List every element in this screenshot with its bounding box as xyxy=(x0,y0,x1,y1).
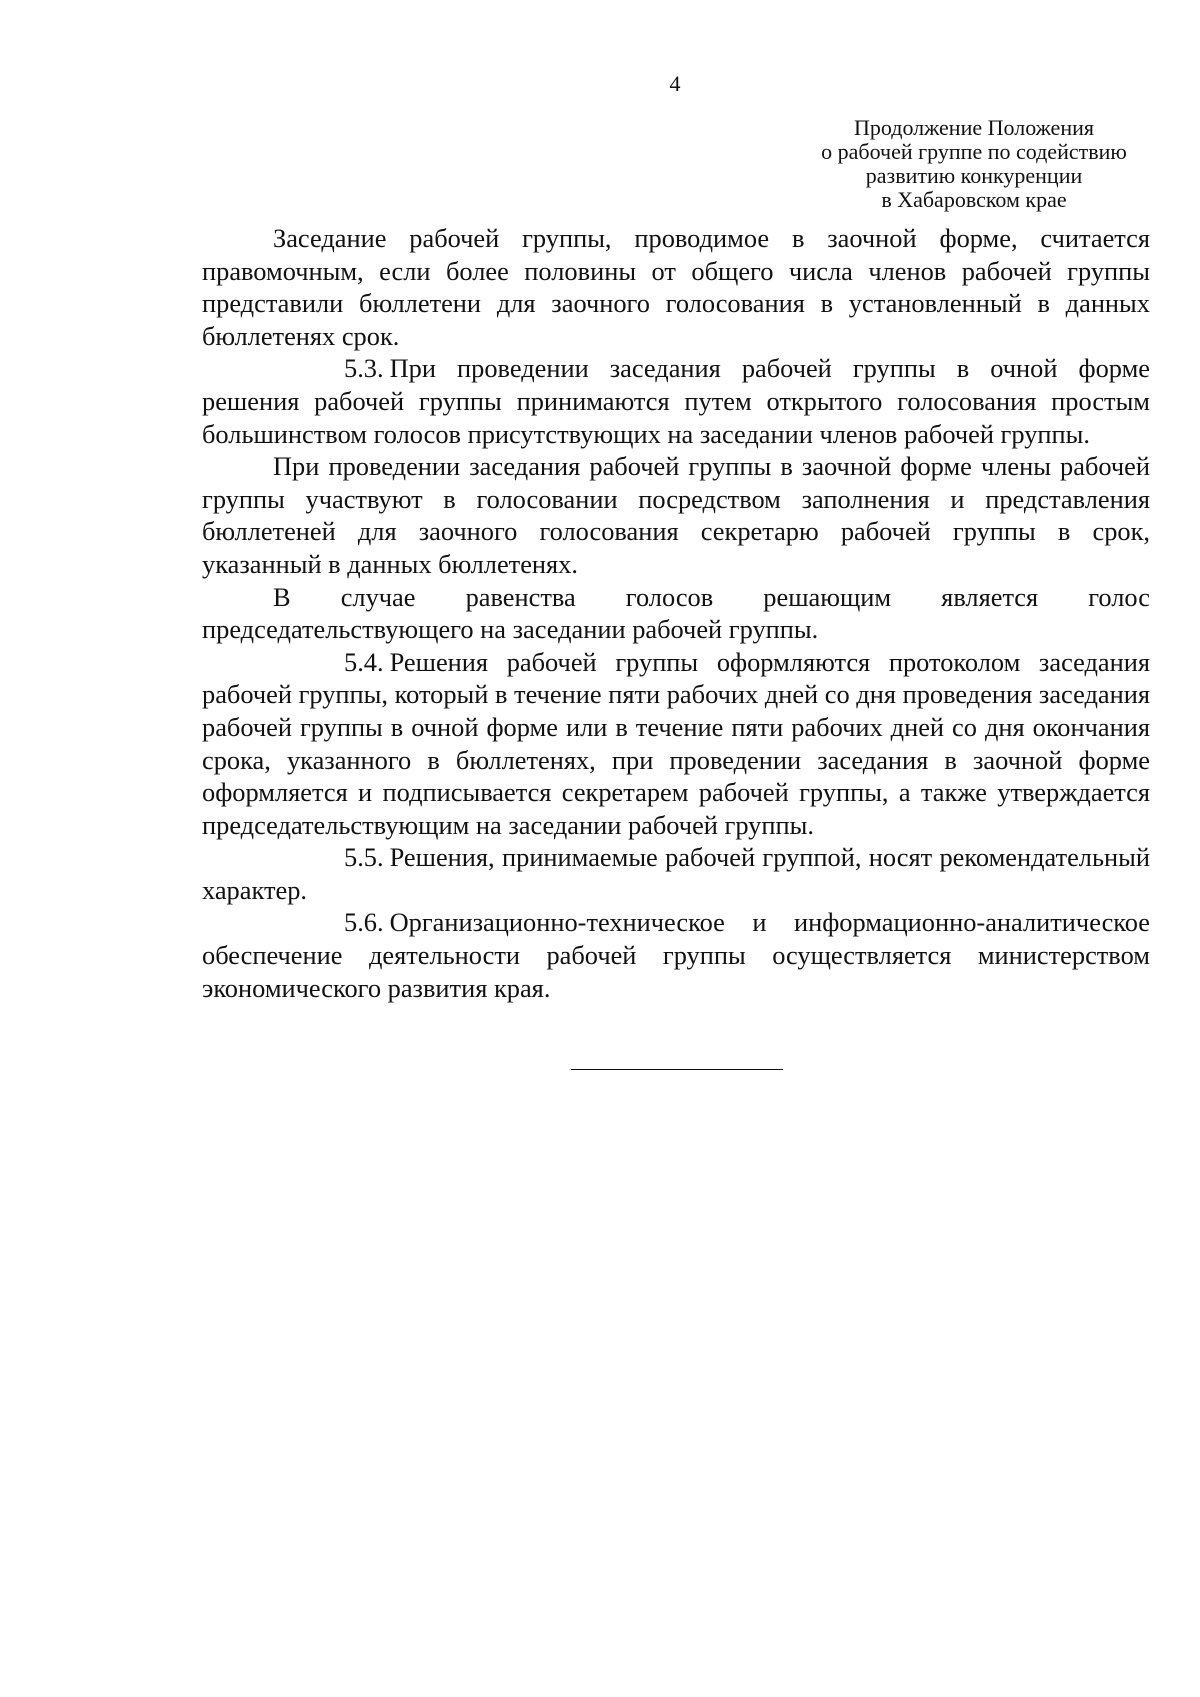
document-body xyxy=(202,222,1150,1004)
header-line: Продолжение Положения xyxy=(854,115,1094,140)
paragraph xyxy=(202,906,1150,1004)
paragraph-text: Решения рабочей группы оформляются протоколом заседания рабочей группы, который в течение пяти рабочих дней со дня проведения заседания рабочей группы в очной форме или в течение пяти рабочих дней со дня окончания срока, указанного в бюллетенях, при проведении заседания в заочной форме оформляется и подписывается секретарем рабочей группы, а также утверждается председательствующим на заседании рабочей группы. xyxy=(202,646,1150,840)
paragraph-text: Организационно-техническое и информационно-аналитическое обеспечение деятельности рабочей группы осуществляется министерством экономического развития края. xyxy=(202,907,1150,1003)
header-line: о рабочей группе по содействию xyxy=(821,139,1127,164)
paragraph xyxy=(202,581,1150,646)
clause-number: 5.5. xyxy=(344,842,384,873)
paragraph xyxy=(202,352,1150,450)
header-line: в Хабаровском крае xyxy=(881,187,1067,212)
clause-number: 5.3. xyxy=(344,353,384,384)
clause-number: 5.4. xyxy=(344,646,384,677)
end-of-document-rule xyxy=(571,1069,783,1070)
paragraph xyxy=(202,222,1150,352)
paragraph-text: При проведении заседания рабочей группы в заочной форме члены рабочей группы участвуют в голосовании посредством заполнения и представления бюллетеней для заочного голосования секретарю рабочей группы в срок, указанный в данных бюллетенях. xyxy=(202,451,1150,579)
clause-number: 5.6. xyxy=(344,907,384,938)
paragraph-text: Заседание рабочей группы, проводимое в заочной форме, считается правомочным, если более половины от общего числа членов рабочей группы представили бюллетени для заочного голосования в установленный в данных бюллетенях срок. xyxy=(202,223,1150,351)
paragraph-text: При проведении заседания рабочей группы в очной форме решения рабочей группы принимаются путем открытого голосования простым большинством голосов присутствующих на заседании членов рабочей группы. xyxy=(202,353,1150,449)
page-number: 4 xyxy=(669,71,681,96)
document-continuation-header xyxy=(785,116,1163,212)
paragraph xyxy=(202,841,1150,906)
paragraph xyxy=(202,646,1150,842)
paragraph xyxy=(202,450,1150,580)
paragraph-text: В случае равенства голосов решающим является голос председательствующего на заседании рабочей группы. xyxy=(202,581,1150,645)
paragraph-text: Решения, принимаемые рабочей группой, носят рекомендательный характер. xyxy=(202,842,1150,905)
header-line: развитию конкуренции xyxy=(865,163,1083,188)
